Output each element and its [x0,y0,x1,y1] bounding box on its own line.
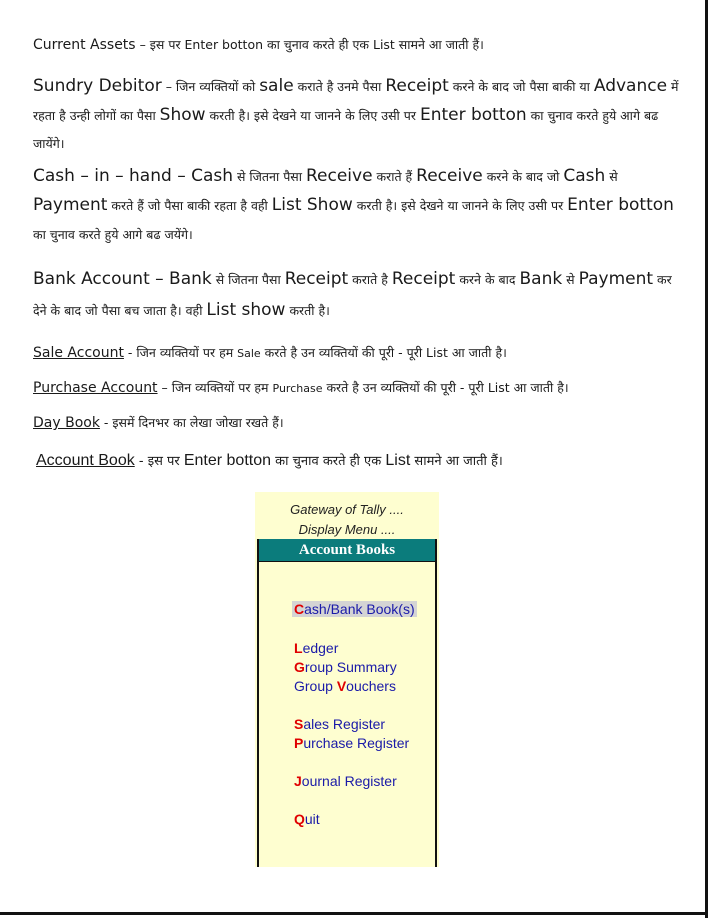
text: से जितना पैसा [211,272,285,287]
term-bank-account: Bank Account – Bank [33,269,212,289]
menu-item-group-summary[interactable] [294,659,397,675]
menu-item-label: urchase Register [303,735,410,751]
text: करती है। इसे देखने या जानने के लिए उसी पर [352,198,568,213]
paragraph-sale-account [33,344,683,363]
hotkey: S [294,716,304,732]
text: से जितना पैसा [233,169,306,184]
paragraph-current-assets [33,36,683,54]
menu-item-quit[interactable] [294,811,320,827]
term-sundry-debitor: Sundry Debitor [33,76,162,96]
text: करते है उन व्यक्तियों की पूरी - पूरी List आ जाती है। [260,345,507,360]
menu-item-label: ash/Bank Book(s) [304,601,415,617]
text: List [385,452,411,469]
hotkey: C [294,601,305,617]
text: का चुनाव करते हुये आगे बढ जयेंगे। [33,227,193,242]
term-current-assets: Current Assets [33,37,136,53]
page-border-bottom [0,912,708,915]
text: - जिन व्यक्तियों पर हम [123,345,238,360]
menu-item-label: uit [304,811,320,827]
text: sale [259,76,294,96]
hotkey: L [294,640,303,656]
hotkey: Q [294,811,305,827]
menu-title: Account Books [259,539,435,562]
term-cash-in-hand: Cash – in – hand – Cash [33,166,234,186]
menu-item-label: Group [294,678,337,694]
text: Receive [416,166,483,186]
text: से [562,272,579,287]
text: कराते है [348,272,392,287]
text: कराते हैं [372,169,417,184]
text: – जिन व्यक्तियों को [161,79,260,94]
text: - इस पर [134,454,184,469]
text: Receive [305,166,373,186]
term-purchase-account: Purchase Account [33,380,158,396]
hotkey: V [336,678,347,694]
menu-item-label: roup Summary [304,659,397,675]
paragraph-sundry-debitor [33,72,683,158]
menu-item-purchase-register[interactable] [294,735,409,751]
text: करती है। [285,303,330,318]
text: कर देने के बाद जो पैसा बच जाता है। वही [33,272,672,318]
menu-item-journal-register[interactable] [294,773,397,789]
hotkey: P [294,735,304,751]
text: Payment [33,195,108,215]
menu-item-ledger[interactable] [294,640,338,656]
text: करने के बाद [455,272,520,287]
menu-item-group-vouchers[interactable] [294,678,396,694]
text: Receipt [391,269,456,289]
text: List Show [271,195,353,215]
text: का चुनाव करते ही एक [271,454,386,469]
text: करते है उन व्यक्तियों की पूरी - पूरी List आ जाती है। [322,380,569,395]
text: करने के बाद जो [482,169,564,184]
paragraph-purchase-account [33,379,683,398]
text: - इसमें दिनभर का लेखा जोखा रखते हैं। [99,415,284,430]
menu-item-label: ales Register [303,716,386,732]
text: Payment [578,269,654,289]
text: Receipt [385,76,449,96]
paragraph-bank-account [33,264,683,326]
text: में रहता है उन्ही लोगों का पैसा [33,79,679,123]
term-account-book: Account Book [36,452,135,469]
menu-item-cash-bank-books[interactable] [292,601,417,617]
text: करने के बाद जो पैसा बाकी या [448,79,594,94]
hotkey: J [294,773,302,789]
text: Cash [563,166,606,186]
text: Sale [237,347,261,360]
paragraph-day-book [33,414,683,432]
display-menu-header: Display Menu .... [298,522,396,537]
text: Bank [519,269,563,289]
menu-item-sales-register[interactable] [294,716,385,732]
menu-item-label: ouchers [346,678,396,694]
text: Advance [593,76,668,96]
text: Purchase [272,382,323,395]
term-day-book: Day Book [33,415,100,431]
text: से [605,169,618,184]
menu-panel [257,539,437,867]
text: Enter botton [567,195,674,215]
text: – इस पर Enter botton का चुनाव करते ही एक List सामने आ जाती हैं। [135,37,484,52]
paragraph-account-book [36,451,686,472]
text: List show [206,300,286,320]
text: Receipt [284,269,349,289]
text: कराते है उनमे पैसा [293,79,386,94]
paragraph-cash-in-hand [33,162,683,249]
page-border-right [705,0,708,918]
term-sale-account: Sale Account [33,345,124,361]
text: करती है। इसे देखने या जानने के लिए उसी पर [205,108,420,123]
tally-account-books-menu [255,492,439,867]
text: का चुनाव करते हुये आगे बढ जायेंगे। [33,108,659,151]
menu-item-label: ournal Register [301,773,397,789]
menu-item-label: edger [302,640,339,656]
text: Show [159,105,206,125]
gateway-of-tally-header: Gateway of Tally .... [290,502,404,517]
text: सामने आ जाती हैं। [410,454,503,469]
text: – जिन व्यक्तियों पर हम [157,380,273,395]
text: Enter botton [419,105,527,125]
hotkey: G [294,659,305,675]
text: Enter botton [183,452,271,469]
text: करते हैं जो पैसा बाकी रहता है वही [107,198,272,213]
